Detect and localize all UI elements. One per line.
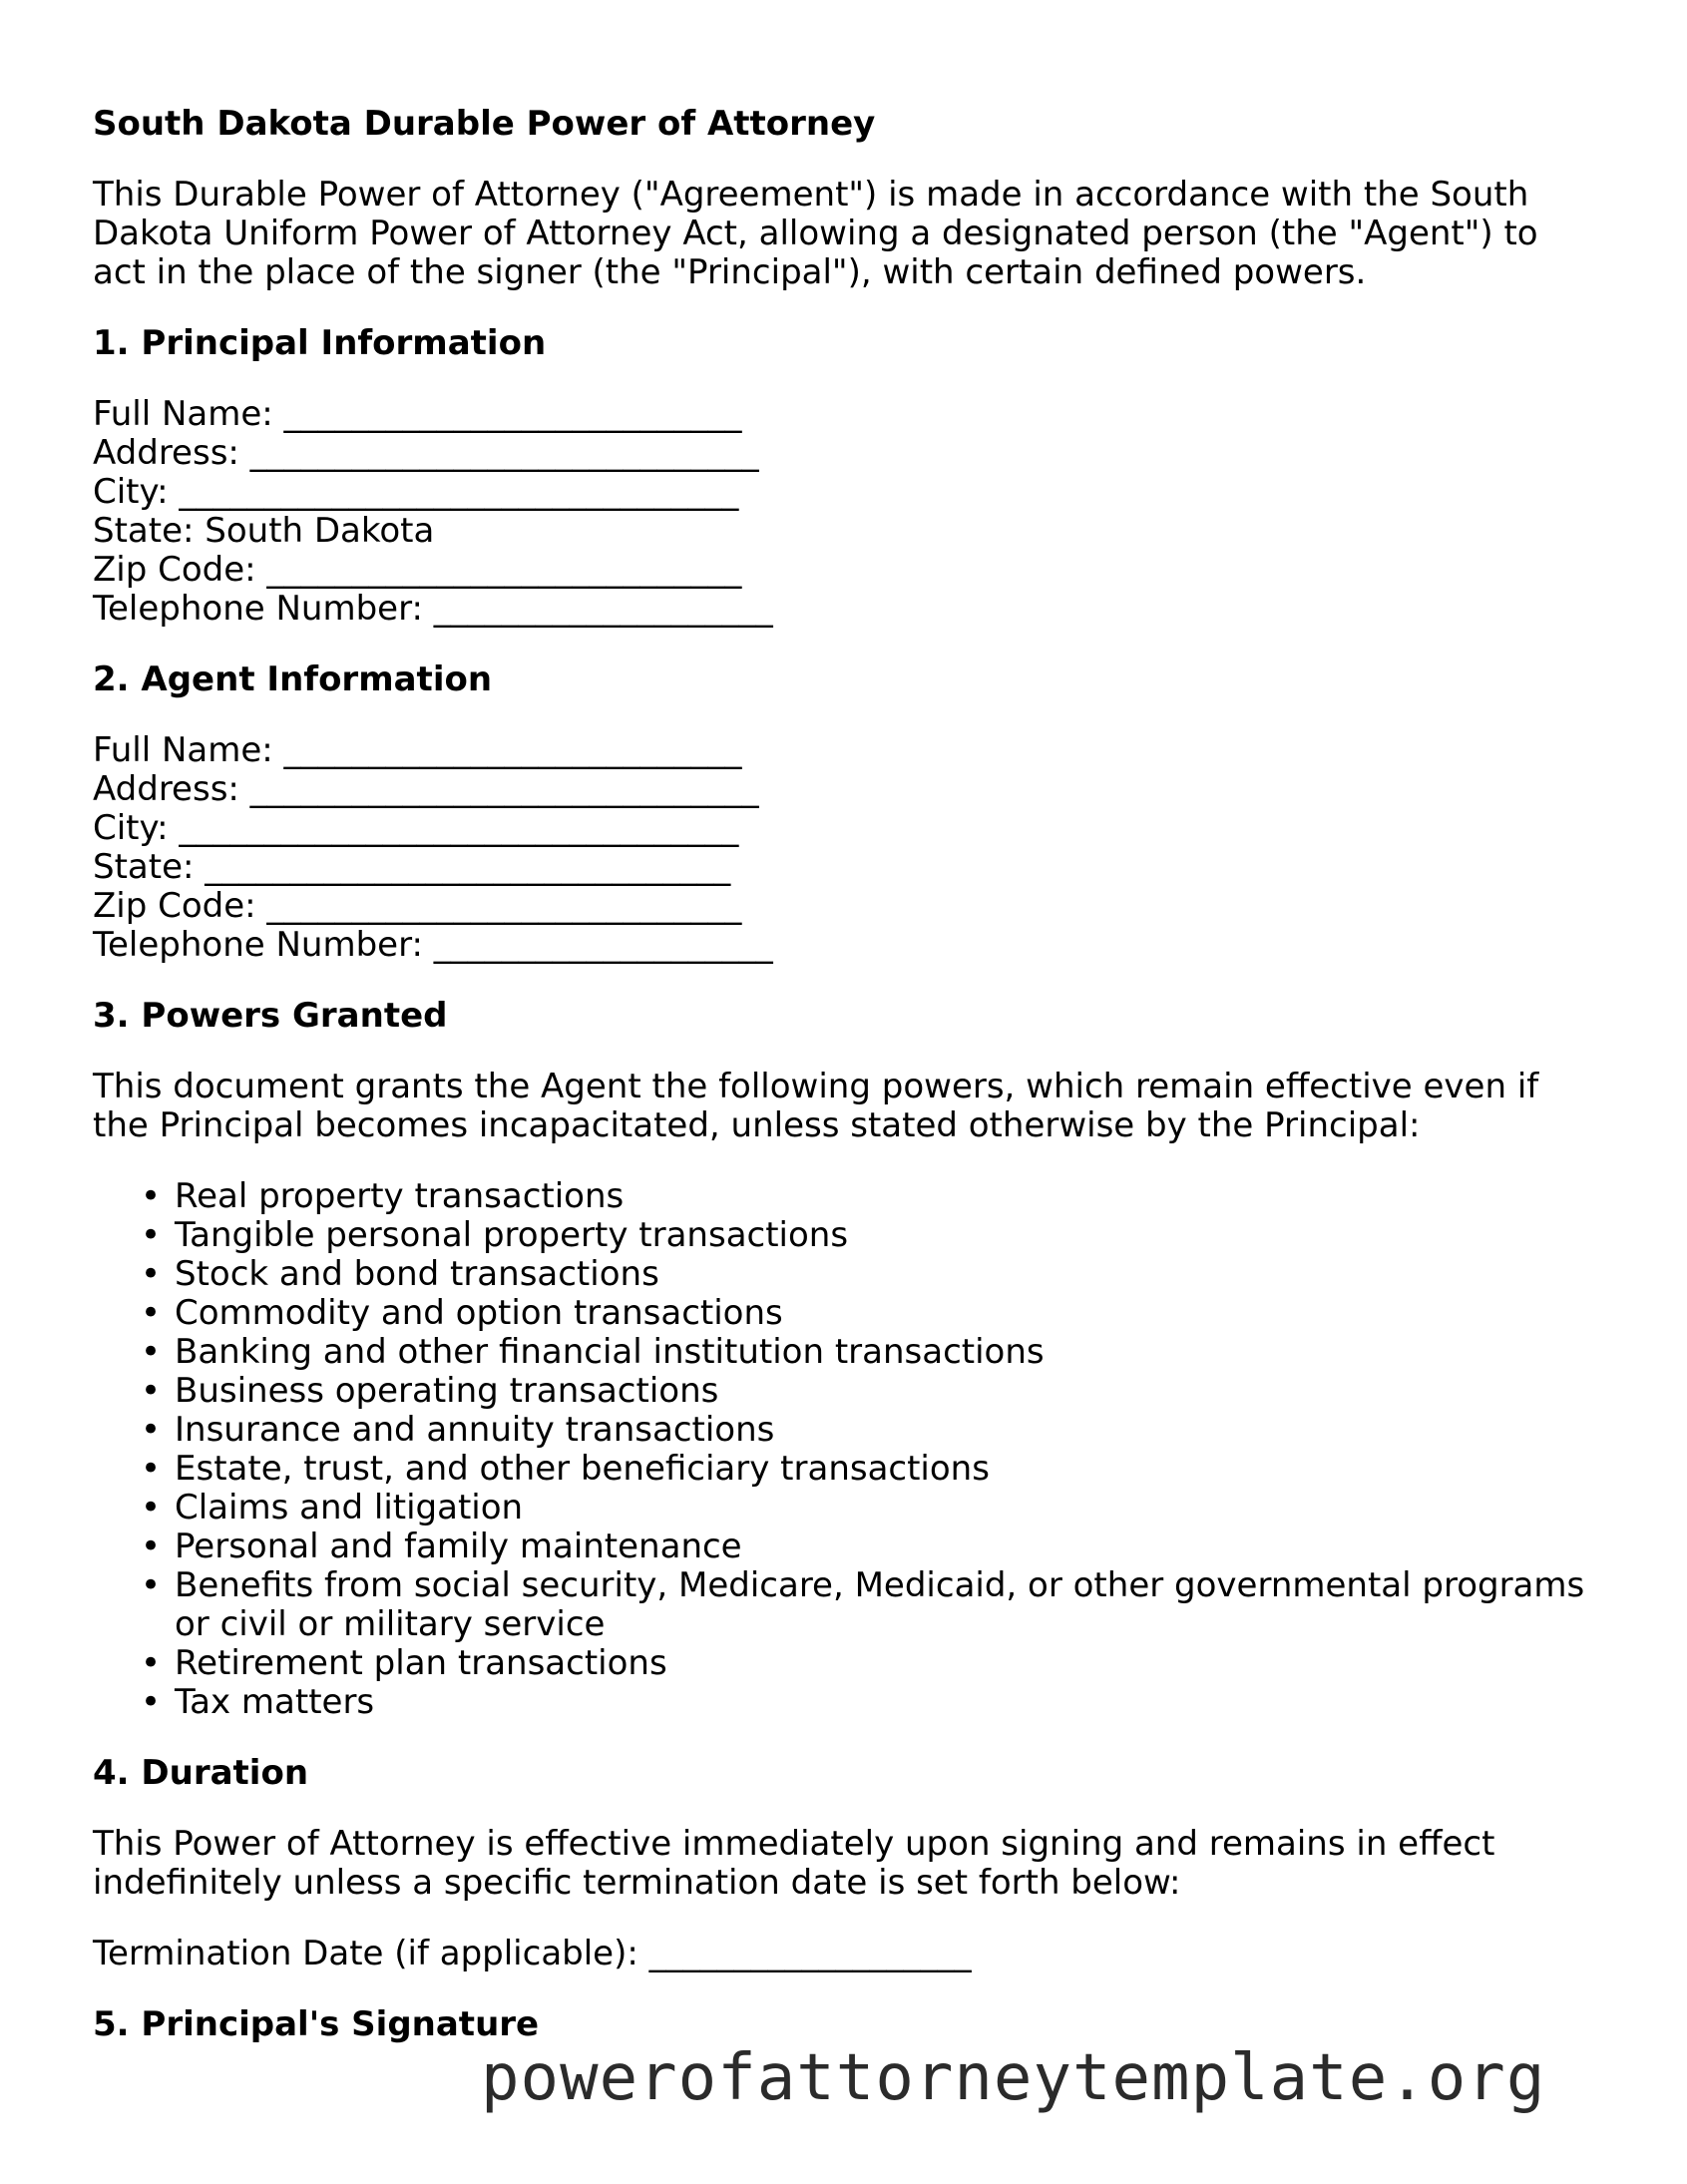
agent-heading: 2. Agent Information (93, 659, 493, 699)
power-item-label: Stock and bond transactions (175, 1254, 659, 1294)
list-item (93, 1644, 1599, 1683)
powers-list (93, 1177, 1599, 1722)
bullet-icon: • (141, 1332, 162, 1372)
power-item-label: Insurance and annuity transactions (175, 1410, 775, 1450)
intro-paragraph: This Durable Power of Attorney ("Agreement") is made in accordance with the South Dakota Uniform Power of Attorney Act, allowing a designated person (the "Agent") to act in the place of the signer (the "Principal"), with certain defined powers. (93, 175, 1538, 292)
principal-state-field: State: South Dakota (93, 511, 435, 551)
signature-heading: 5. Principal's Signature (93, 2004, 540, 2044)
agent-zip-field: Zip Code: ____________________________ (93, 886, 742, 926)
bullet-icon: • (141, 1682, 162, 1722)
agent-address-field: Address: ______________________________ (93, 769, 759, 809)
bullet-icon: • (141, 1565, 162, 1605)
power-item-label: Tangible personal property transactions (175, 1215, 849, 1255)
list-item (93, 1372, 1599, 1411)
principal-heading: 1. Principal Information (93, 323, 547, 363)
agent-phone-field: Telephone Number: ____________________ (93, 925, 773, 965)
powers-heading: 3. Powers Granted (93, 996, 448, 1036)
duration-heading: 4. Duration (93, 1753, 309, 1793)
list-item (93, 1294, 1599, 1333)
principal-city-field: City: _________________________________ (93, 472, 739, 512)
power-item-label: Claims and litigation (175, 1488, 524, 1528)
bullet-icon: • (141, 1371, 162, 1411)
document-title: South Dakota Durable Power of Attorney (93, 104, 876, 144)
powers-intro: This document grants the Agent the following powers, which remain effective even if the Principal becomes incapacitated, unless stated otherwise by the Principal: (93, 1067, 1539, 1145)
document-page (93, 104, 1599, 2076)
power-item-label: Personal and family maintenance (175, 1527, 742, 1566)
list-item (93, 1333, 1599, 1372)
power-item-label: Retirement plan transactions (175, 1643, 667, 1683)
bullet-icon: • (141, 1215, 162, 1255)
power-item-label: Tax matters (175, 1682, 375, 1722)
principal-address-field: Address: ______________________________ (93, 433, 759, 473)
power-item-label: Real property transactions (175, 1176, 625, 1216)
principal-zip-field: Zip Code: ____________________________ (93, 550, 742, 590)
watermark-text: powerofattorneytemplate.org (481, 2041, 1546, 2115)
bullet-icon: • (141, 1643, 162, 1683)
agent-city-field: City: _________________________________ (93, 808, 739, 848)
power-item-label: Banking and other financial institution transactions (175, 1332, 1045, 1372)
principal-full-name-field: Full Name: ___________________________ (93, 394, 742, 434)
bullet-icon: • (141, 1410, 162, 1450)
bullet-icon: • (141, 1488, 162, 1528)
list-item (93, 1255, 1599, 1294)
list-item (93, 1411, 1599, 1450)
principal-fields (93, 395, 1599, 629)
agent-full-name-field: Full Name: ___________________________ (93, 730, 742, 770)
list-item (93, 1683, 1599, 1722)
bullet-icon: • (141, 1527, 162, 1566)
principal-phone-field: Telephone Number: ____________________ (93, 589, 773, 629)
bullet-icon: • (141, 1449, 162, 1489)
list-item (93, 1177, 1599, 1216)
list-item (93, 1216, 1599, 1255)
power-item-label: Benefits from social security, Medicare, Medicaid, or other governmental programs or civil or military service (175, 1565, 1585, 1644)
termination-date-field: Termination Date (if applicable): ___________________ (93, 1934, 972, 1973)
agent-fields (93, 731, 1599, 965)
power-item-label: Business operating transactions (175, 1371, 719, 1411)
agent-state-field: State: _______________________________ (93, 847, 731, 887)
list-item (93, 1489, 1599, 1528)
power-item-label: Commodity and option transactions (175, 1293, 783, 1333)
bullet-icon: • (141, 1254, 162, 1294)
list-item (93, 1528, 1599, 1566)
bullet-icon: • (141, 1293, 162, 1333)
duration-text: This Power of Attorney is effective immediately upon signing and remains in effect indefinitely unless a specific termination date is set forth below: (93, 1824, 1495, 1903)
list-item (93, 1566, 1599, 1644)
list-item (93, 1450, 1599, 1489)
bullet-icon: • (141, 1176, 162, 1216)
power-item-label: Estate, trust, and other beneficiary transactions (175, 1449, 990, 1489)
